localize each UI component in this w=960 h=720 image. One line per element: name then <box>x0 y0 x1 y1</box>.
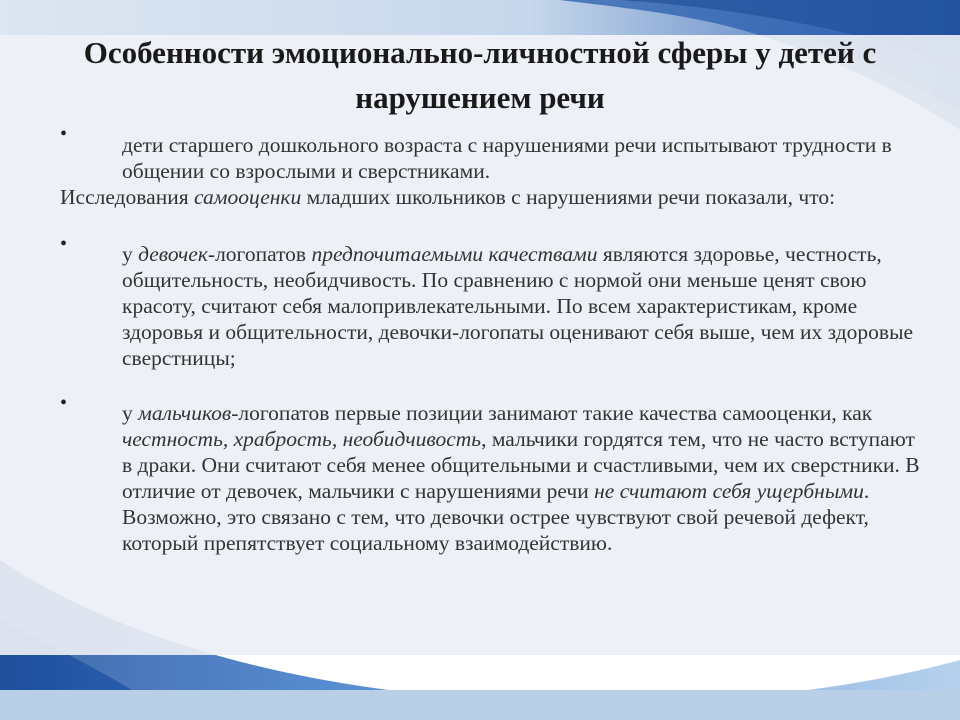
bullet-marker: • <box>60 392 68 414</box>
research-paragraph <box>60 184 960 210</box>
item-emphasis: не считают себя ущербными <box>594 479 864 503</box>
item-text: у <box>122 401 139 425</box>
bullet-marker: • <box>60 233 68 255</box>
item-text: у <box>122 242 139 266</box>
item-emphasis: девочек <box>138 242 208 266</box>
slide-title: Особенности эмоционально-личностной сферы у детей с нарушением речи <box>83 35 877 115</box>
item-emphasis: предпочитаемыми качествами <box>311 242 598 266</box>
bullet-item-3 <box>122 400 922 556</box>
item-emphasis: мальчиков <box>138 401 232 425</box>
item-text: -логопатов первые позиции занимают такие качества самооценки, как <box>231 401 873 425</box>
item-text: являются здоровье, честность, общительность, необидчивость. По сравнению с нормой они меньше ценят свою красоту, считают себя малопривлекательными. По всем характеристикам, кроме здоровья и общительности, девочки-логопаты оценивают себя выше, чем их здоровые сверстницы; <box>122 242 914 370</box>
item-text: -логопатов <box>207 242 312 266</box>
item-emphasis: честность, храбрость, необидчивость <box>122 427 482 451</box>
bullet-item-1: дети старшего дошкольного возраста с нарушениями речи испытывают трудности в общении со взрослыми и сверстниками. <box>122 133 892 183</box>
paragraph-text: младших школьников с нарушениями речи показали, что: <box>301 185 836 209</box>
paragraph-text: Исследования <box>60 185 194 209</box>
bullet-item-2 <box>122 241 922 371</box>
paragraph-emphasis: самооценки <box>193 185 302 209</box>
bullet-marker: • <box>60 123 68 145</box>
item-text: , мальчики гордятся тем, что не часто вступают в драки. Они считают себя менее общительными и счастливыми, чем их сверстники. В отличие от девочек, мальчики с нарушениями речи <box>122 427 920 503</box>
item-text: . Возможно, это связано с тем, что девочки острее чувствуют свой речевой дефект, который препятствует социальному взаимодействию. <box>122 479 870 555</box>
